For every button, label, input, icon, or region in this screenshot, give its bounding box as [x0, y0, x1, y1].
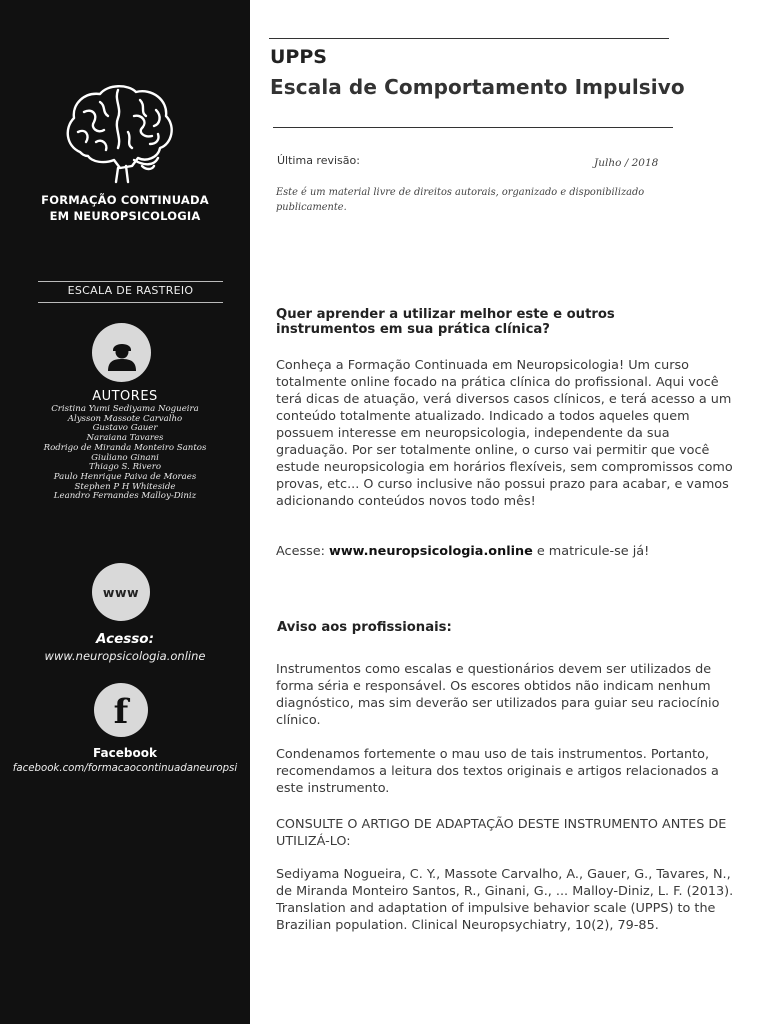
warning-heading: Aviso aos profissionais:	[277, 620, 452, 635]
facebook-icon[interactable]	[94, 683, 148, 737]
course-access	[276, 543, 736, 560]
facebook-url-link[interactable]: facebook.com/formacaocontinuadaneuropsi	[12, 763, 238, 774]
authors-list	[0, 405, 250, 502]
organization-line-2: EM NEUROPSICOLOGIA	[49, 209, 201, 223]
author-name: Leandro Fernandes Malloy-Diniz	[53, 491, 197, 502]
revision-label: Última revisão:	[277, 154, 360, 167]
warning-text-1: Instrumentos como escalas e questionários devem ser utilizados de forma séria e responsável. Os escores obtidos não indicam nenhum diagnóstico, mas sim deverão ser utilizados para guiar seu raciocínio clínico.	[276, 662, 720, 728]
course-heading: Quer aprender a utilizar melhor este e outros instrumentos em sua prática clínica?	[276, 307, 615, 337]
access-suffix: e matricule-se já!	[532, 544, 650, 559]
main-content	[250, 0, 768, 1024]
title-rule-top	[269, 38, 669, 39]
page-subtitle: Escala de Comportamento Impulsivo	[270, 75, 685, 99]
facebook-title: Facebook	[93, 746, 157, 760]
access-title: Acesso:	[96, 631, 154, 647]
author-name: Thiago S. Rivero	[88, 462, 162, 473]
warning-text-2: Condenamos fortemente o mau uso de tais instrumentos. Portanto, recomendamos a leitura dos textos originais e artigos relacionados a este instrumento.	[276, 747, 719, 796]
user-icon	[104, 335, 140, 371]
access-prefix: Acesse:	[276, 544, 330, 559]
brain-icon	[62, 82, 176, 184]
consult-notice: CONSULTE O ARTIGO DE ADAPTAÇÃO DESTE INSTRUMENTO ANTES DE UTILIZÁ-LO:	[276, 817, 727, 849]
sidebar-divider-bottom	[38, 302, 223, 303]
facebook-icon-glyph: f	[113, 692, 129, 732]
title-rule-bottom	[273, 127, 673, 128]
author-name: Alysson Massote Carvalho	[67, 413, 183, 424]
page-title: UPPS	[270, 46, 327, 68]
author-name: Stephen P H Whiteside	[74, 481, 176, 492]
organization-line-1: FORMAÇÃO CONTINUADA	[41, 193, 209, 207]
website-icon-label: www	[102, 584, 140, 600]
authors-avatar	[92, 323, 151, 382]
author-name: Naraiana Tavares	[86, 433, 164, 444]
author-name: Cristina Yumi Sediyama Nogueira	[51, 404, 199, 414]
authors-title: AUTORES	[92, 389, 158, 404]
access-url-link[interactable]: www.neuropsicologia.online	[44, 649, 206, 663]
reference-citation: Sediyama Nogueira, C. Y., Massote Carvalho, A., Gauer, G., Tavares, N., de Miranda Monteiro Santos, R., Ginani, G., ... Malloy-Diniz, L. F. (2013). Translation and adaptation of impulsive behavior scale (UPPS) to the Brazilian population. Clinical Neuropsychiatry, 10(2), 79-85.	[276, 867, 734, 933]
author-name: Giuliano Ginani	[91, 452, 159, 463]
revision-date: Julho / 2018	[594, 157, 659, 169]
author-name: Gustavo Gauer	[92, 423, 158, 434]
organization-name	[0, 192, 250, 224]
author-name: Paulo Henrique Paiva de Moraes	[53, 471, 197, 482]
author-name: Rodrigo de Miranda Monteiro Santos	[43, 442, 207, 453]
sidebar	[0, 0, 250, 1024]
course-description: Conheça a Formação Continuada em Neuropsicologia! Um curso totalmente online focado na prática clínica do profissional. Aqui você terá dicas de atuação, verá diversos casos clínicos, e terá acesso a um conteúdo totalmente atualizado. Indicado a todos aqueles quem possuem interesse em neuropsicologia, independente da sua graduação. Por ser totalmente online, o curso vai permitir que você estude neuropsicologia em horários flexíveis, sem compromissos como provas, etc... O curso inclusive não possui prazo para acabar, e vamos adicionando conteúdos novos todo mês!	[276, 358, 733, 509]
website-icon[interactable]	[92, 563, 150, 621]
scale-type-label: ESCALA DE RASTREIO	[67, 284, 194, 297]
copyright-notice: Este é um material livre de direitos autorais, organizado e disponibilizado publicamente.	[276, 187, 645, 213]
sidebar-divider-top	[38, 281, 223, 282]
course-link[interactable]: www.neuropsicologia.online	[329, 544, 533, 559]
